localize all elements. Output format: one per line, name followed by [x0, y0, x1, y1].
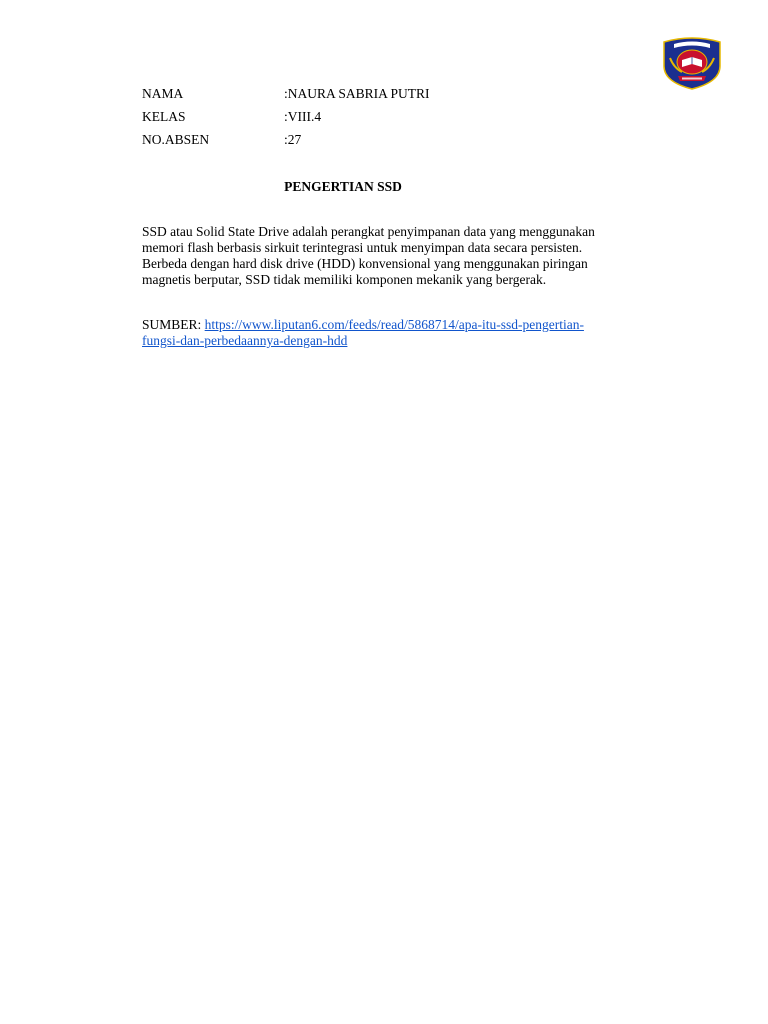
- name-label: NAMA: [142, 86, 184, 101]
- name-value: :NAURA SABRIA PUTRI: [284, 86, 430, 101]
- source-label: SUMBER:: [142, 317, 205, 332]
- class-value: :VIII.4: [284, 109, 322, 124]
- absence-number-value: :27: [284, 132, 302, 147]
- body-line: magnetis berputar, SSD tidak memiliki komponen mekanik yang bergerak.: [142, 272, 547, 287]
- body-line: SSD atau Solid State Drive adalah perangkat penyimpanan data yang menggunakan: [142, 224, 595, 239]
- body-line: memori flash berbasis sirkuit terintegrasi untuk menyimpan data secara persisten.: [142, 240, 583, 255]
- student-name-row: [142, 86, 482, 102]
- document-title: PENGERTIAN SSD: [284, 179, 402, 194]
- body-paragraph: [142, 224, 662, 288]
- class-label: KELAS: [142, 109, 186, 124]
- source-link[interactable]: [142, 317, 662, 349]
- absence-number-label: NO.ABSEN: [142, 132, 210, 147]
- source-link-line1[interactable]: https://www.liputan6.com/feeds/read/5868714/apa-itu-ssd-pengertian-: [204, 317, 584, 332]
- source-link-line2[interactable]: fungsi-dan-perbedaannya-dengan-hdd: [142, 333, 348, 348]
- student-class-row: [142, 109, 482, 125]
- school-emblem-icon: [660, 36, 724, 90]
- source-reference: [142, 317, 662, 349]
- body-line: Berbeda dengan hard disk drive (HDD) konvensional yang menggunakan piringan: [142, 256, 588, 271]
- student-number-row: [142, 132, 482, 148]
